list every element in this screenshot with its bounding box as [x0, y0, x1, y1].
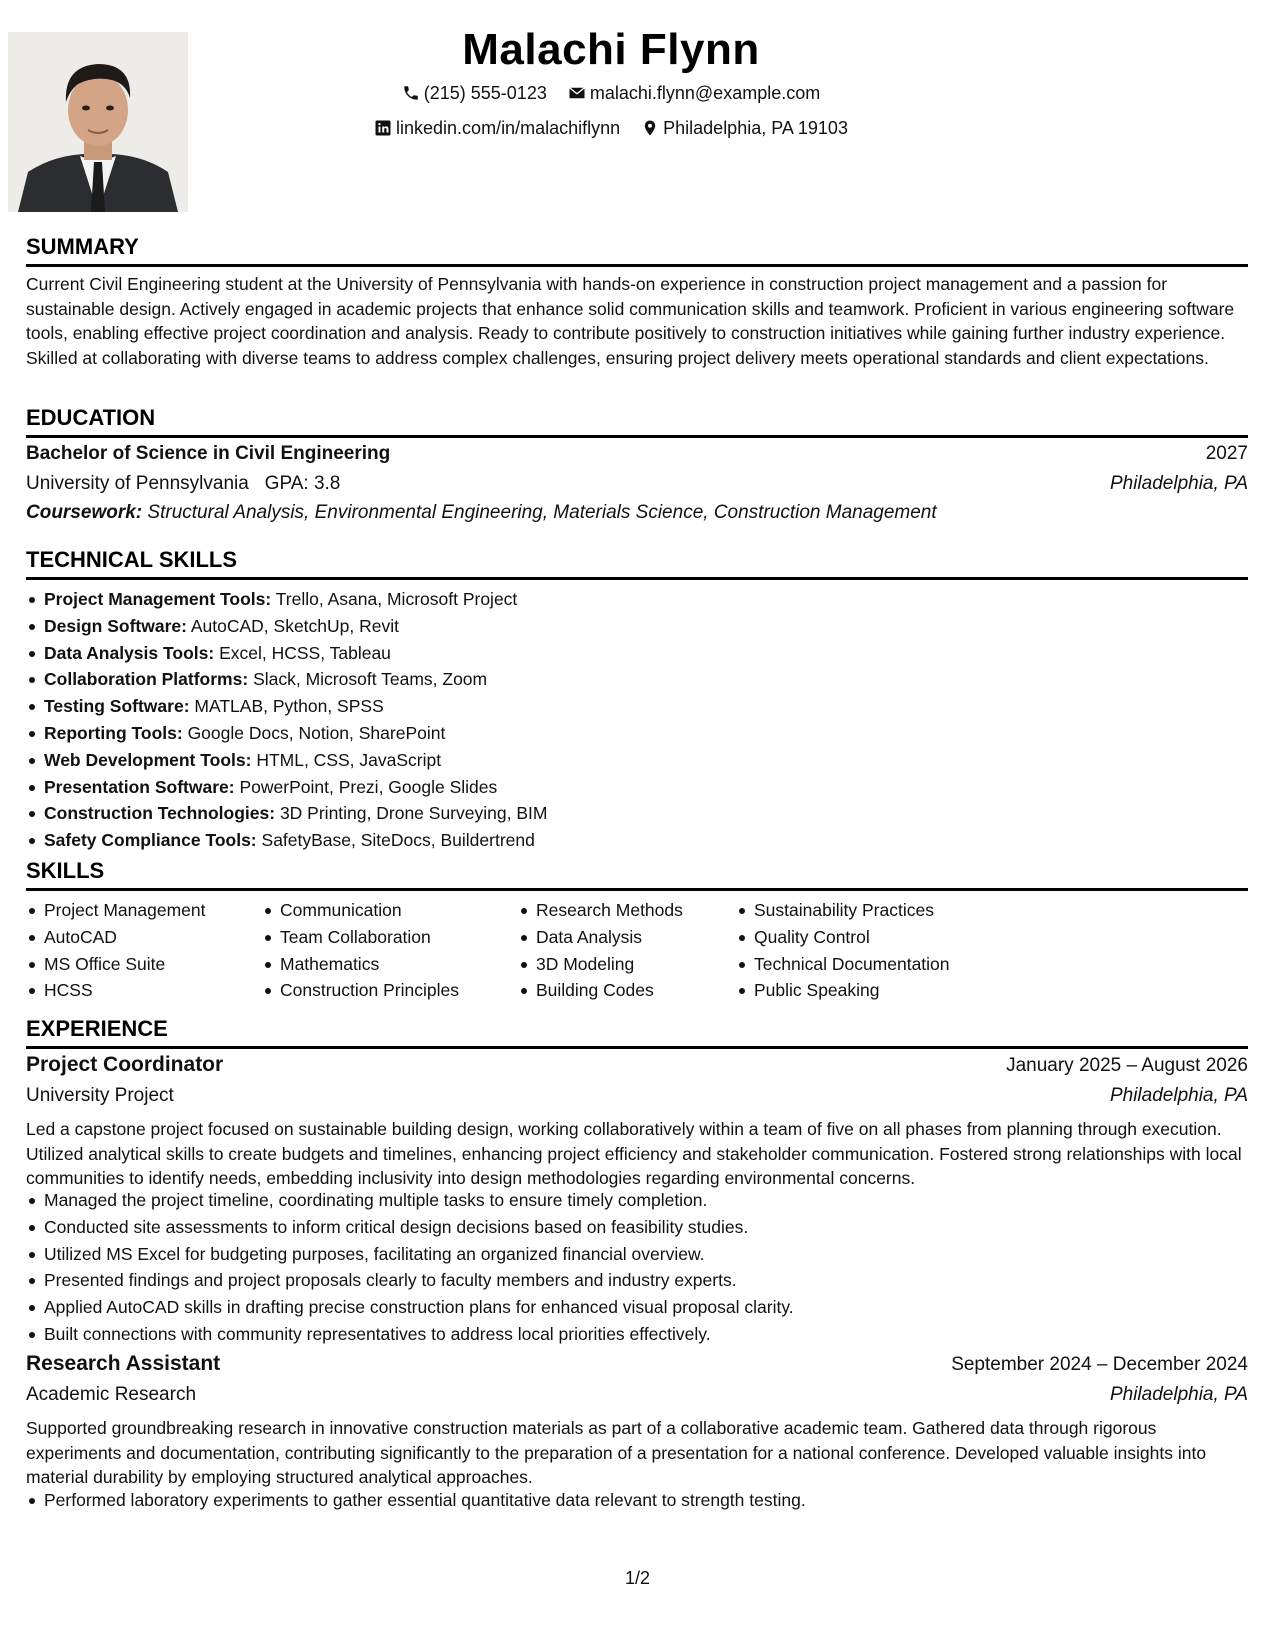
list-item: Presented findings and project proposals clearly to faculty members and industry experts.	[44, 1267, 794, 1294]
list-item: Project Management	[44, 897, 262, 924]
job-2-org: Academic Research	[26, 1384, 197, 1405]
list-item: Project Management Tools: Trello, Asana, Microsoft Project	[44, 586, 547, 613]
list-item: MS Office Suite	[44, 951, 262, 978]
list-item: Applied AutoCAD skills in drafting precise construction plans for enhanced visual proposal clarity.	[44, 1294, 794, 1321]
summary-text: Current Civil Engineering student at the University of Pennsylvania with hands-on experience in construction project management and a passion for sustainable design. Actively engaged in academic projects that enhance solid communication skills and teamwork. Proficient in various engineering software tools, enabling effective project coordination and analysis. Ready to contribute positively to construction initiatives while gaining further industry experience. Skilled at collaborating with diverse teams to address complex challenges, ensuring project delivery meets operational standards and client expectations.	[26, 274, 1235, 368]
skills-grid	[26, 897, 1014, 1004]
job-2-role: Research Assistant	[26, 1352, 221, 1375]
candidate-name: Malachi Flynn	[462, 25, 760, 74]
job-2-dates: September 2024 – December 2024	[951, 1354, 1248, 1375]
list-item: Construction Principles	[280, 977, 518, 1004]
job-1-bullets	[26, 1187, 794, 1348]
school-name: University of Pennsylvania	[26, 473, 249, 494]
degree: Bachelor of Science in Civil Engineering	[26, 443, 391, 464]
map-pin-icon	[641, 119, 659, 137]
phone-text: (215) 555-0123	[423, 83, 547, 103]
list-item: Safety Compliance Tools: SafetyBase, SiteDocs, Buildertrend	[44, 827, 547, 854]
resume-header	[0, 22, 1222, 142]
experience-heading: EXPERIENCE	[26, 1016, 1248, 1049]
list-item: Communication	[280, 897, 518, 924]
list-item: Building Codes	[536, 977, 736, 1004]
list-item: Team Collaboration	[280, 924, 518, 951]
list-item: Research Methods	[536, 897, 736, 924]
linkedin-contact[interactable]	[374, 117, 620, 139]
list-item: Quality Control	[754, 924, 1014, 951]
page-number: 1/2	[624, 1568, 651, 1588]
list-item: Design Software: AutoCAD, SketchUp, Revit	[44, 613, 547, 640]
list-item: Data Analysis	[536, 924, 736, 951]
job-1-role: Project Coordinator	[26, 1053, 224, 1076]
list-item: Utilized MS Excel for budgeting purposes, facilitating an organized financial overview.	[44, 1241, 794, 1268]
education-degree-row	[26, 443, 1248, 465]
school-location: Philadelphia, PA	[1109, 473, 1248, 494]
job-2-bullets	[26, 1487, 806, 1514]
list-item: HCSS	[44, 977, 262, 1004]
education-heading: EDUCATION	[26, 405, 1248, 438]
email-contact[interactable]	[568, 82, 820, 104]
list-item: 3D Modeling	[536, 951, 736, 978]
skills-column-1	[26, 897, 262, 1004]
job-1-location: Philadelphia, PA	[1109, 1085, 1248, 1106]
skills-column-3	[518, 897, 736, 1004]
list-item: Presentation Software: PowerPoint, Prezi, Google Slides	[44, 774, 547, 801]
gpa: GPA: 3.8	[264, 473, 341, 494]
coursework	[26, 502, 937, 524]
skills-column-4	[736, 897, 1014, 1004]
graduation-year: 2027	[1205, 443, 1248, 464]
contact-line-1	[0, 82, 1222, 107]
location-text: Philadelphia, PA 19103	[663, 118, 848, 138]
list-item: Conducted site assessments to inform critical design decisions based on feasibility studies.	[44, 1214, 794, 1241]
envelope-icon	[568, 84, 586, 102]
linkedin-icon	[374, 119, 392, 137]
contact-line-2	[0, 117, 1222, 142]
phone-contact[interactable]	[402, 82, 547, 104]
list-item: AutoCAD	[44, 924, 262, 951]
list-item: Web Development Tools: HTML, CSS, JavaScript	[44, 747, 547, 774]
email-text: malachi.flynn@example.com	[589, 83, 821, 103]
technical-skills-list	[26, 586, 547, 854]
linkedin-text: linkedin.com/in/malachiflynn	[396, 118, 621, 138]
list-item: Technical Documentation	[754, 951, 1014, 978]
list-item: Built connections with community representatives to address local priorities effectively.	[44, 1321, 794, 1348]
location-contact	[641, 117, 848, 139]
job-1-description: Led a capstone project focused on sustainable building design, working collaboratively within a team of five on all phases from planning through execution. Utilized analytical skills to create budgets and timelines, enhancing project efficiency and stakeholder communication. Fostered strong relationships with local communities to identify needs, embedding inclusivity into design methodologies regarding environmental concerns.	[26, 1119, 1242, 1188]
job-1-org-row	[26, 1085, 1248, 1107]
job-1-dates: January 2025 – August 2026	[1006, 1055, 1248, 1076]
phone-icon	[402, 84, 420, 102]
list-item: Public Speaking	[754, 977, 1014, 1004]
job-2-description: Supported groundbreaking research in innovative construction materials as part of a collaborative academic team. Gathered data through rigorous experiments and documentation, contributing significantly to the preparation of a presentation for a national conference. Developed valuable insights into material durability by employing structured analytical approaches.	[26, 1418, 1207, 1487]
list-item: Managed the project timeline, coordinating multiple tasks to ensure timely completion.	[44, 1187, 794, 1214]
coursework-list: Structural Analysis, Environmental Engineering, Materials Science, Construction Management	[147, 502, 937, 523]
skills-heading: SKILLS	[26, 858, 1248, 891]
list-item: Testing Software: MATLAB, Python, SPSS	[44, 693, 547, 720]
coursework-row	[26, 502, 1248, 524]
list-item: Sustainability Practices	[754, 897, 1014, 924]
list-item: Mathematics	[280, 951, 518, 978]
job-1-title-row	[26, 1053, 1248, 1077]
job-2-location: Philadelphia, PA	[1109, 1384, 1248, 1405]
list-item: Reporting Tools: Google Docs, Notion, SharePoint	[44, 720, 547, 747]
skills-column-2	[262, 897, 518, 1004]
job-2-org-row	[26, 1384, 1248, 1406]
coursework-label: Coursework:	[26, 502, 143, 523]
summary-heading: SUMMARY	[26, 234, 1248, 267]
school-gpa	[26, 473, 340, 495]
technical-skills-heading: TECHNICAL SKILLS	[26, 547, 1248, 580]
list-item: Construction Technologies: 3D Printing, Drone Surveying, BIM	[44, 800, 547, 827]
list-item: Data Analysis Tools: Excel, HCSS, Tableau	[44, 640, 547, 667]
list-item: Collaboration Platforms: Slack, Microsoft Teams, Zoom	[44, 666, 547, 693]
list-item: Performed laboratory experiments to gather essential quantitative data relevant to strength testing.	[44, 1487, 806, 1514]
job-1-org: University Project	[26, 1085, 174, 1106]
job-2-title-row	[26, 1352, 1248, 1376]
education-school-row	[26, 473, 1248, 495]
